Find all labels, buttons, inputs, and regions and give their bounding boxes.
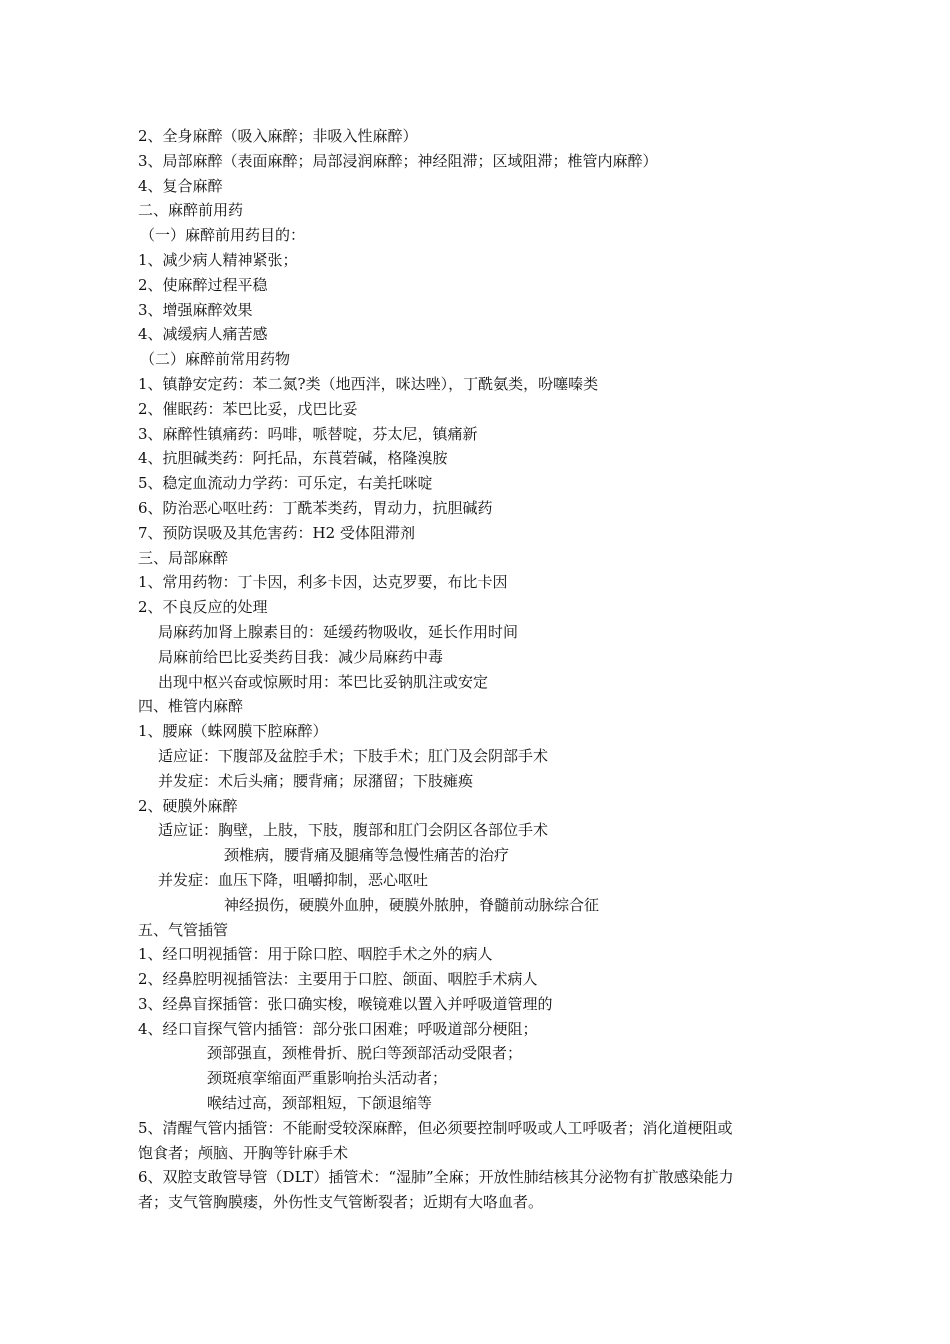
text-line: 局麻药加肾上腺素目的：延缓药物吸收，延长作用时间: [158, 622, 519, 641]
text-line: 颈椎病，腰背痛及腿痛等急慢性痛苦的治疗: [224, 846, 510, 865]
text-line: 3、增强麻醉效果: [138, 300, 253, 319]
text-line: 5、清醒气管内插管：不能耐受较深麻醉，但必须要控制呼吸或人工呼吸者；消化道梗阻或: [138, 1118, 733, 1137]
text-line: 4、抗胆碱类药：阿托品，东莨菪碱，格隆溴胺: [138, 449, 448, 468]
text-line: 并发症：血压下降，咀嚼抑制，恶心呕吐: [158, 870, 429, 889]
section-heading: 二、麻醉前用药: [138, 201, 244, 220]
text-line: 颈斑痕挛缩面严重影响抬头活动者；: [207, 1069, 448, 1088]
text-line: 出现中枢兴奋或惊厥时用：苯巴比妥钠肌注或安定: [158, 672, 489, 691]
text-line: 神经损伤，硬膜外血肿，硬膜外脓肿，脊髓前动脉综合征: [224, 895, 600, 914]
text-line: 4、复合麻醉: [138, 176, 223, 195]
text-line: 者；支气管胸膜瘘，外伤性支气管断裂者；近期有大咯血者。: [138, 1193, 544, 1212]
text-line: 2、使麻醉过程平稳: [138, 275, 268, 294]
text-line: 喉结过高，颈部粗短，下颌退缩等: [207, 1094, 433, 1113]
text-line: 2、全身麻醉（吸入麻醉；非吸入性麻醉）: [138, 127, 418, 145]
text-line: 适应证：下腹部及盆腔手术；下肢手术；肛门及会阴部手术: [158, 746, 549, 765]
text-line: 4、减缓病人痛苦感: [138, 325, 268, 344]
section-heading: 三、局部麻醉: [138, 548, 229, 567]
subsection-heading: （一）麻醉前用药目的：: [140, 226, 306, 245]
text-line: 1、腰麻（蛛网膜下腔麻醉）: [138, 722, 328, 741]
text-line: 2、催眠药：苯巴比妥，戊巴比妥: [138, 399, 358, 418]
text-line: 4、经口盲探气管内插管：部分张口困难；呼吸道部分梗阻；: [138, 1019, 538, 1038]
text-line: 3、经鼻盲探插管：张口确实梭，喉镜难以置入并呼吸道管理的: [138, 994, 553, 1013]
text-line: 2、经鼻腔明视插管法：主要用于口腔、颌面、咽腔手术病人: [138, 970, 538, 989]
text-line: 2、硬膜外麻醉: [138, 796, 238, 815]
section-heading: 四、椎管内麻醉: [138, 697, 244, 716]
text-line: 1、镇静安定药：苯二氮?类（地西泮，咪达唑），丁酰氨类，吩噻嗪类: [138, 374, 599, 393]
text-line: 饱食者；颅脑、开胸等针麻手术: [138, 1143, 349, 1162]
text-line: 6、防治恶心呕吐药：丁酰苯类药，胃动力，抗胆碱药: [138, 498, 493, 517]
text-line: 1、经口明视插管：用于除口腔、咽腔手术之外的病人: [138, 945, 493, 964]
text-line: 5、稳定血流动力学药：可乐定，右美托咪啶: [138, 474, 433, 493]
text-line: 1、减少病人精神紧张；: [138, 250, 298, 269]
text-line: 7、预防误吸及其危害药：H2 受体阻滞剂: [138, 523, 415, 542]
text-line: 1、常用药物：丁卡因，利多卡因，达克罗要，布比卡因: [138, 573, 508, 592]
text-line: 3、麻醉性镇痛药：吗啡，哌替啶，芬太尼，镇痛新: [138, 424, 478, 443]
text-line: 6、双腔支敢管导管（DLT）插管术：“湿肺”全麻；开放性肺结核其分泌物有扩散感染能力: [138, 1168, 734, 1187]
text-line: 3、局部麻醉（表面麻醉；局部浸润麻醉；神经阻滞；区域阻滞；椎管内麻醉）: [138, 151, 658, 170]
subsection-heading: （二）麻醉前常用药物: [140, 350, 291, 369]
document-page: [0, 124, 950, 1215]
text-line: 2、不良反应的处理: [138, 598, 268, 617]
text-line: 局麻前给巴比妥类药目我：减少局麻药中毒: [158, 647, 444, 666]
text-line: 并发症：术后头痛；腰背痛；尿潴留；下肢瘫痪: [158, 771, 474, 790]
text-line: 适应证：胸壁，上肢，下肢，腹部和肛门会阴区各部位手术: [158, 821, 549, 840]
text-line: 颈部强直，颈椎骨折、脱臼等颈部活动受限者；: [207, 1044, 523, 1063]
section-heading: 五、气管插管: [138, 920, 229, 939]
